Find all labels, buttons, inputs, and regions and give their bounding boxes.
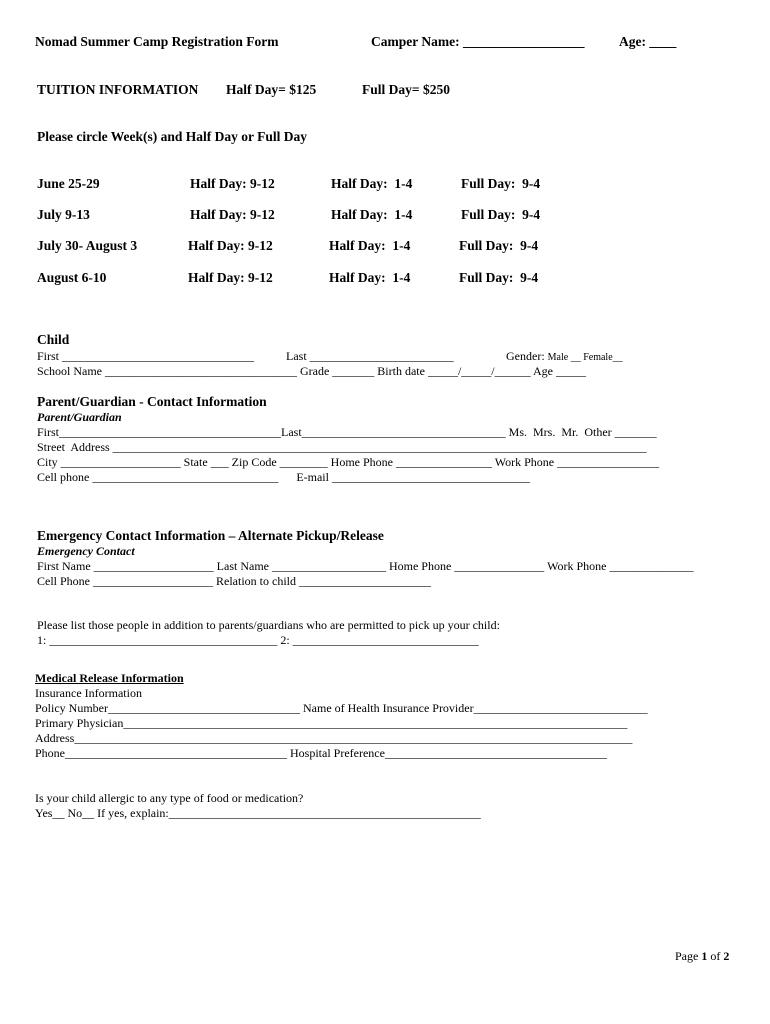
full-day-option[interactable]: Full Day: 9-4 — [461, 207, 541, 222]
page-number — [675, 950, 729, 962]
full-day-option[interactable]: Full Day: 9-4 — [461, 176, 541, 191]
tuition-heading: TUITION INFORMATION — [37, 82, 199, 97]
half-day-morning-option[interactable]: Half Day: 9-12 — [188, 238, 273, 253]
half-day-afternoon-option[interactable]: Half Day: 1-4 — [329, 238, 411, 253]
age-field[interactable]: Age: ____ — [619, 34, 677, 49]
child-gender-field[interactable] — [506, 350, 623, 363]
medical-address-line[interactable]: Address_____________________________________________________________________________________________ — [35, 731, 633, 745]
pickup-names-line[interactable]: 1: ______________________________________ 2: _______________________________ — [37, 633, 479, 647]
gender-label: Gender: — [506, 349, 548, 363]
parent-city-line[interactable]: City ____________________ State ___ Zip Code ________ Home Phone ________________ Work Phone _________________ — [37, 455, 660, 469]
policy-line[interactable]: Policy Number________________________________ Name of Health Insurance Provider_____________________________ — [35, 701, 648, 715]
half-day-morning-option[interactable]: Half Day: 9-12 — [190, 207, 275, 222]
half-day-morning-option[interactable]: Half Day: 9-12 — [188, 270, 273, 285]
full-day-option[interactable]: Full Day: 9-4 — [459, 270, 539, 285]
full-day-price: Full Day= $250 — [362, 82, 450, 97]
full-day-option[interactable]: Full Day: 9-4 — [459, 238, 539, 253]
child-school-line[interactable]: School Name ________________________________ Grade _______ Birth date _____/_____/______ Age _____ — [37, 364, 586, 378]
medical-heading: Medical Release Information — [35, 671, 184, 685]
emergency-cell-line[interactable]: Cell Phone ____________________ Relation to child ______________________ — [37, 574, 431, 588]
parent-address-line[interactable]: Street Address _________________________________________________________________________________________ — [37, 440, 647, 454]
allergy-answer-line[interactable]: Yes__ No__ If yes, explain:____________________________________________________ — [35, 806, 481, 820]
gender-options[interactable]: Male __ Female__ — [547, 352, 623, 363]
page-label: Page — [675, 949, 702, 963]
child-last-name-field[interactable]: Last ________________________ — [286, 349, 454, 363]
form-title: Nomad Summer Camp Registration Form — [35, 34, 279, 49]
week-instructions: Please circle Week(s) and Half Day or Full Day — [37, 129, 307, 144]
insurance-label: Insurance Information — [35, 686, 142, 700]
half-day-afternoon-option[interactable]: Half Day: 1-4 — [331, 176, 413, 191]
pickup-question: Please list those people in addition to parents/guardians who are permitted to pick up your child: — [37, 618, 500, 632]
parent-contact-heading: Parent/Guardian - Contact Information — [37, 394, 267, 409]
parent-cell-email-line[interactable]: Cell phone _______________________________ E-mail _________________________________ — [37, 470, 530, 484]
parent-name-line[interactable]: First_____________________________________Last__________________________________ Ms. Mrs. Mr. Other _______ — [37, 425, 657, 439]
page-of: of — [707, 949, 724, 963]
emergency-name-line[interactable]: First Name ____________________ Last Name ___________________ Home Phone _______________ Work Phone ______________ — [37, 559, 694, 573]
page-current: 1 — [701, 949, 708, 963]
parent-subheading: Parent/Guardian — [37, 410, 122, 424]
half-day-afternoon-option[interactable]: Half Day: 1-4 — [329, 270, 411, 285]
emergency-heading: Emergency Contact Information – Alternate Pickup/Release — [37, 528, 384, 543]
physician-line[interactable]: Primary Physician____________________________________________________________________________________ — [35, 716, 628, 730]
week-dates: July 9-13 — [37, 207, 90, 222]
child-first-name-field[interactable]: First ________________________________ — [37, 349, 255, 363]
week-dates: August 6-10 — [37, 270, 107, 285]
half-day-afternoon-option[interactable]: Half Day: 1-4 — [331, 207, 413, 222]
child-heading: Child — [37, 332, 70, 347]
camper-name-field[interactable]: Camper Name: __________________ — [371, 34, 585, 49]
page-total: 2 — [723, 949, 730, 963]
allergy-question: Is your child allergic to any type of food or medication? — [35, 791, 304, 805]
week-dates: June 25-29 — [37, 176, 100, 191]
week-dates: July 30- August 3 — [37, 238, 138, 253]
half-day-morning-option[interactable]: Half Day: 9-12 — [190, 176, 275, 191]
half-day-price: Half Day= $125 — [226, 82, 317, 97]
medical-phone-line[interactable]: Phone_____________________________________ Hospital Preference_____________________________________ — [35, 746, 607, 760]
emergency-subheading: Emergency Contact — [37, 544, 135, 558]
